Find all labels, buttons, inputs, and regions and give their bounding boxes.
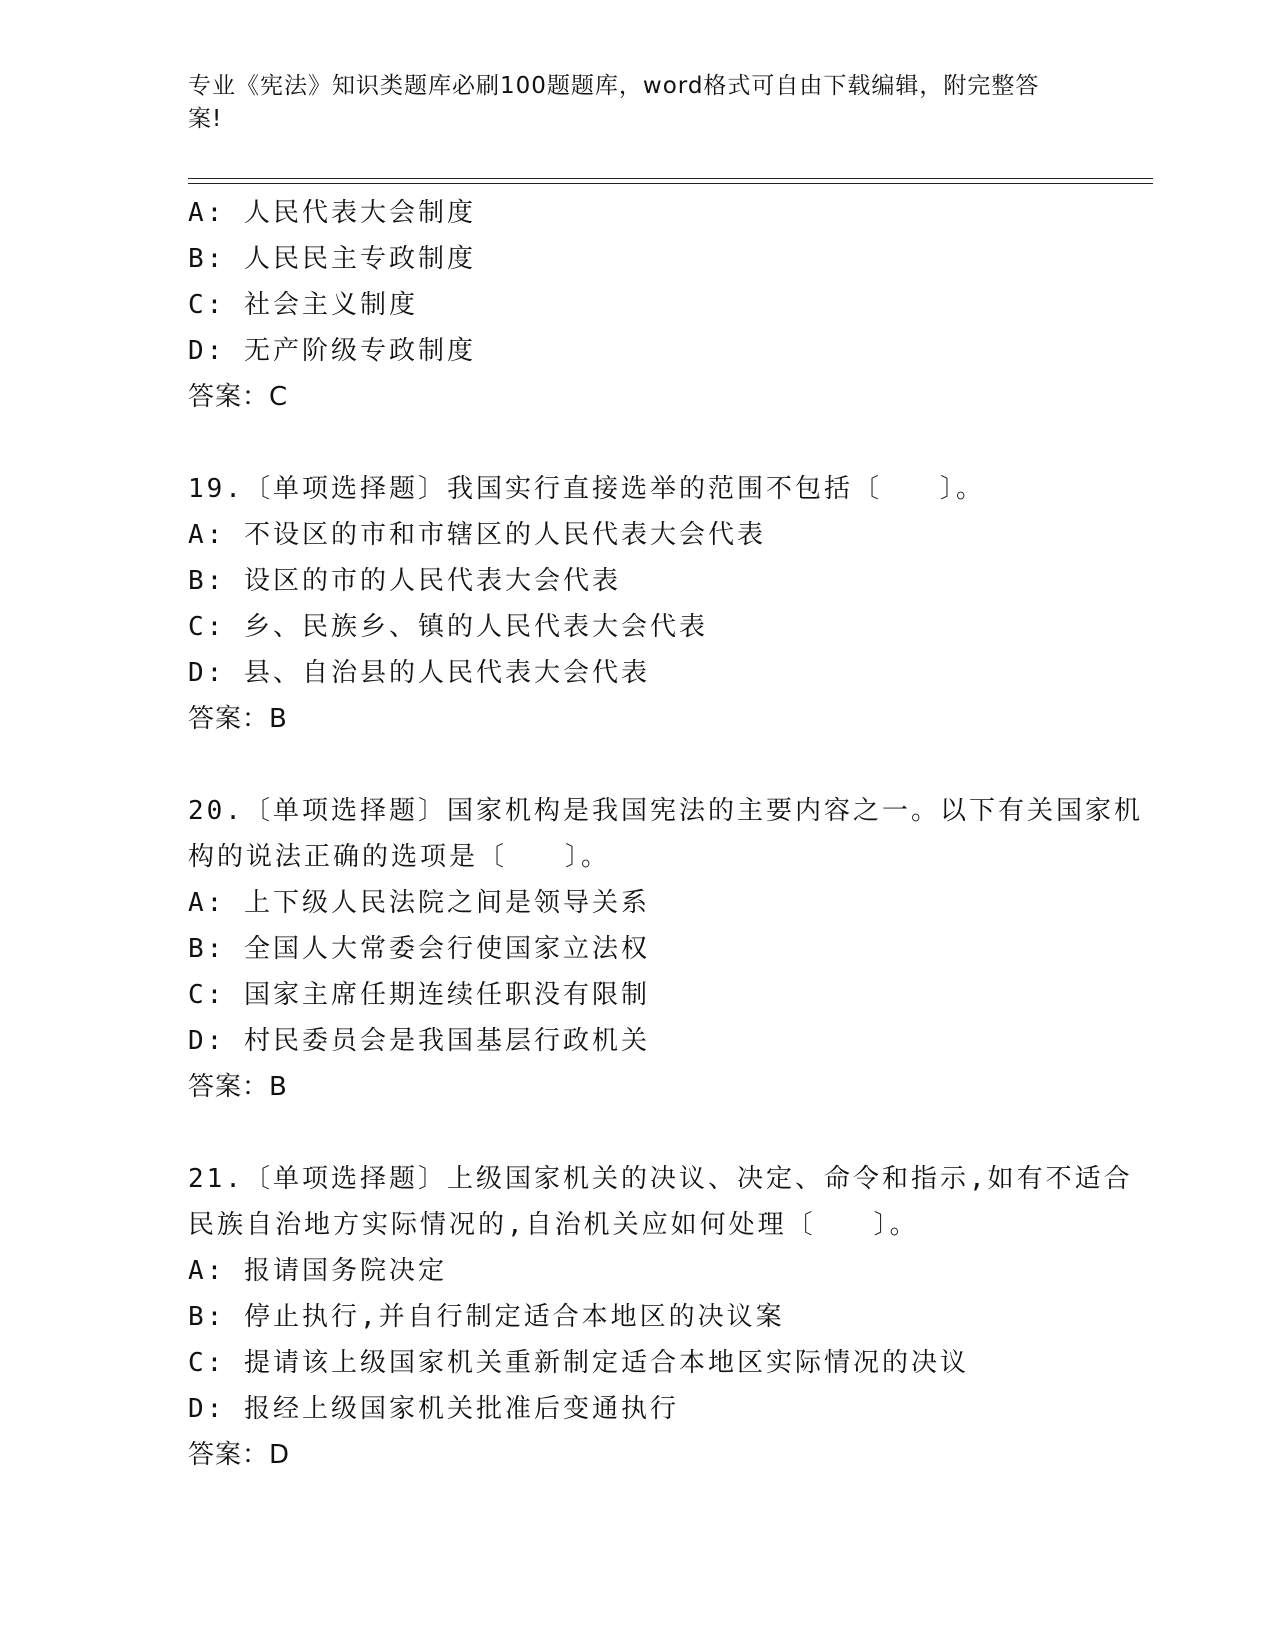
question-text: 20.〔单项选择题〕国家机构是我国宪法的主要内容之一。以下有关国家机构的说法正确的选项是〔 〕。 — [188, 796, 1143, 872]
option-c: C: 乡、民族乡、镇的人民代表大会代表 — [188, 612, 708, 642]
option-c: C: 社会主义制度 — [188, 290, 418, 320]
question-list — [188, 190, 1148, 1524]
question-block — [188, 190, 1148, 420]
answer: 答案：B — [188, 704, 288, 734]
option-b: B: 全国人大常委会行使国家立法权 — [188, 934, 650, 964]
question-text: 19.〔单项选择题〕我国实行直接选举的范围不包括〔 〕。 — [188, 474, 985, 504]
option-d: D: 报经上级国家机关批准后变通执行 — [188, 1394, 679, 1424]
question-block — [188, 1156, 1148, 1478]
option-a: A: 不设区的市和市辖区的人民代表大会代表 — [188, 520, 766, 550]
header-divider — [188, 178, 1153, 184]
option-d: D: 县、自治县的人民代表大会代表 — [188, 658, 650, 688]
question-block — [188, 788, 1148, 1110]
option-c: C: 国家主席任期连续任职没有限制 — [188, 980, 650, 1010]
answer: 答案：B — [188, 1072, 288, 1102]
option-d: D: 村民委员会是我国基层行政机关 — [188, 1026, 650, 1056]
option-b: B: 设区的市的人民代表大会代表 — [188, 566, 621, 596]
option-a: A: 人民代表大会制度 — [188, 198, 476, 228]
option-b: B: 人民民主专政制度 — [188, 244, 476, 274]
document-header — [188, 70, 1088, 136]
header-line-1: 专业《宪法》知识类题库必刷100题题库，word格式可自由下载编辑，附完整答 — [188, 73, 1040, 99]
answer: 答案：C — [188, 382, 289, 412]
header-line-2: 案! — [188, 106, 223, 132]
option-d: D: 无产阶级专政制度 — [188, 336, 476, 366]
option-a: A: 报请国务院决定 — [188, 1256, 447, 1286]
question-block — [188, 466, 1148, 742]
option-c: C: 提请该上级国家机关重新制定适合本地区实际情况的决议 — [188, 1348, 969, 1378]
option-a: A: 上下级人民法院之间是领导关系 — [188, 888, 650, 918]
question-text: 21.〔单项选择题〕上级国家机关的决议、决定、命令和指示,如有不适合民族自治地方实际情况的,自治机关应如何处理〔 〕。 — [188, 1164, 1133, 1240]
answer: 答案：D — [188, 1440, 291, 1470]
option-b: B: 停止执行,并自行制定适合本地区的决议案 — [188, 1302, 785, 1332]
